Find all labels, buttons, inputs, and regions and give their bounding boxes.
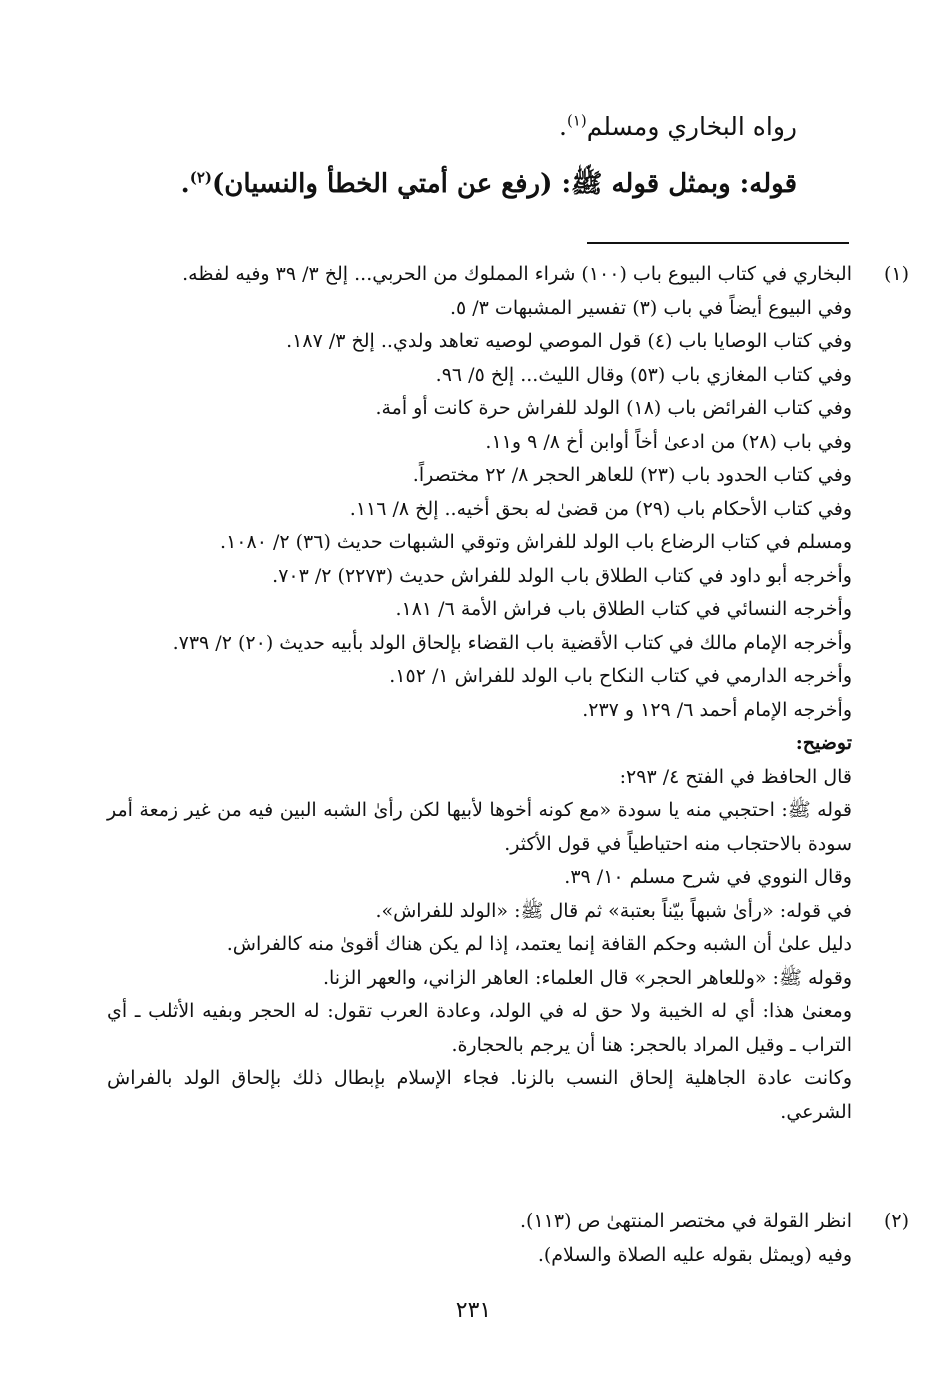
footnote-1-line: وأخرجه الدارمي في كتاب النكاح باب الولد للفراش ١/ ١٥٢.	[389, 665, 852, 687]
footnote-1-line: قال الحافظ في الفتح ٤/ ٢٩٣:	[619, 765, 852, 788]
footnote-ref-2[interactable]: (٢)	[189, 168, 212, 187]
footnote-1-line: وقال النووي في شرح مسلم ١٠/ ٣٩.	[564, 866, 852, 888]
footnote-1-line: وأخرجه النسائي في كتاب الطلاق باب فراش الأمة ٦/ ١٨١.	[395, 598, 852, 620]
footnote-1-line: وأخرجه أبو داود في كتاب الطلاق باب الولد للفراش حديث (٢٢٧٣) ٢/ ٧٠٣.	[272, 564, 852, 587]
footnote-2-marker: (٢)	[883, 1210, 909, 1232]
footnote-1-line: وفي كتاب الحدود باب (٢٣) للعاهر الحجر ٨/ ٢٢ مختصراً.	[412, 464, 852, 486]
footnote-1-line: قوله ﷺ: احتجبي منه يا سودة «مع كونه أخوها لأبيها لكن رأىٰ الشبه البين فيه من غير زمعة أمر سودة بالاحتجاب منه احتياطياً في قول الأكثر.	[107, 799, 852, 855]
footnote-1-line: وفي كتاب المغازي باب (٥٣) وقال الليث... إلخ ٥/ ٩٦.	[435, 363, 852, 386]
footnote-1-line: في قوله: «رأىٰ شبهاً بيّناً بعتبة» ثم قال ﷺ: «الولد للفراش».	[375, 899, 852, 922]
main-line-2-text: قوله: وبمثل قوله ﷺ: (رفع عن أمتي الخطأ والنسيان)	[212, 169, 797, 199]
footnote-1-line: وفي باب (٢٨) من ادعىٰ أخاً أوابن أخ ٨/ ٩ و١١.	[485, 430, 852, 453]
main-line-2-end: .	[180, 169, 190, 199]
main-text-line-2	[117, 167, 797, 205]
footnote-1-line: وفي البيوع أيضاً في باب (٣) تفسير المشبهات ٣/ ٥.	[449, 296, 852, 319]
footnote-ref-1[interactable]: (١)	[566, 111, 587, 130]
footnote-2-line: انظر القولة في مختصر المنتهىٰ ص (١١٣).	[520, 1210, 852, 1232]
page-number: ٢٣١	[455, 1298, 492, 1323]
main-text-line-1	[117, 112, 797, 141]
footnote-1-line: ومسلم في كتاب الرضاع باب الولد للفراش وتوقي الشبهات حديث (٣٦) ٢/ ١٠٨٠.	[220, 531, 852, 553]
footnote-2	[107, 1205, 852, 1272]
footnote-1-line: ومعنىٰ هذا: أي له الخيبة ولا حق له في الولد، وعادة العرب تقول: له الحجر وبفيه الأثلب ـ أي التراب ـ وقيل المراد بالحجر: هنا أن يرجم بالحجارة.	[107, 1000, 852, 1056]
footnote-1-line: وأخرجه الإمام مالك في كتاب الأقضية باب القضاء بإلحاق الولد بأبيه حديث (٢٠) ٢/ ٧٣٩.	[172, 631, 852, 654]
explanation-heading: توضيح:	[795, 732, 852, 754]
footnote-1-line: وفي كتاب الفرائض باب (١٨) الولد للفراش حرة كانت أو أمة.	[375, 397, 852, 419]
main-line-1-text: رواه البخاري ومسلم	[586, 112, 797, 141]
footnote-1-line: دليل علىٰ أن الشبه وحكم القافة إنما يعتمد، إذا لم يكن هناك أقوىٰ منه كالفراش.	[226, 933, 852, 955]
footnote-1-line: وفي كتاب الوصايا باب (٤) قول الموصي لوصيه تعاهد ولدي.. إلخ ٣/ ١٨٧.	[286, 330, 852, 352]
main-line-1-end: .	[558, 112, 567, 141]
footnote-1-line: وكانت عادة الجاهلية إلحاق النسب بالزنا. فجاء الإسلام بإبطال ذلك بإلحاق الولد بالفراش الشرعي.	[107, 1067, 852, 1123]
footnote-2-line: وفيه (ويمثل بقوله عليه الصلاة والسلام).	[537, 1243, 852, 1266]
footnote-1-line: وفي كتاب الأحكام باب (٢٩) من قضىٰ له بحق أخيه.. إلخ ٨/ ١١٦.	[349, 497, 852, 520]
footnote-1	[107, 258, 852, 1129]
footnote-1-line: وقوله ﷺ: «وللعاهر الحجر» قال العلماء: العاهر الزاني، والعهر الزنا.	[322, 966, 852, 989]
footnote-separator	[587, 242, 849, 244]
footnote-1-line: وأخرجه الإمام أحمد ٦/ ١٢٩ و ٢٣٧.	[582, 698, 852, 721]
footnote-1-line: البخاري في كتاب البيوع باب (١٠٠) شراء المملوك من الحربي... إلخ ٣/ ٣٩ وفيه لفظه.	[182, 263, 852, 285]
footnote-1-marker: (١)	[883, 263, 909, 285]
